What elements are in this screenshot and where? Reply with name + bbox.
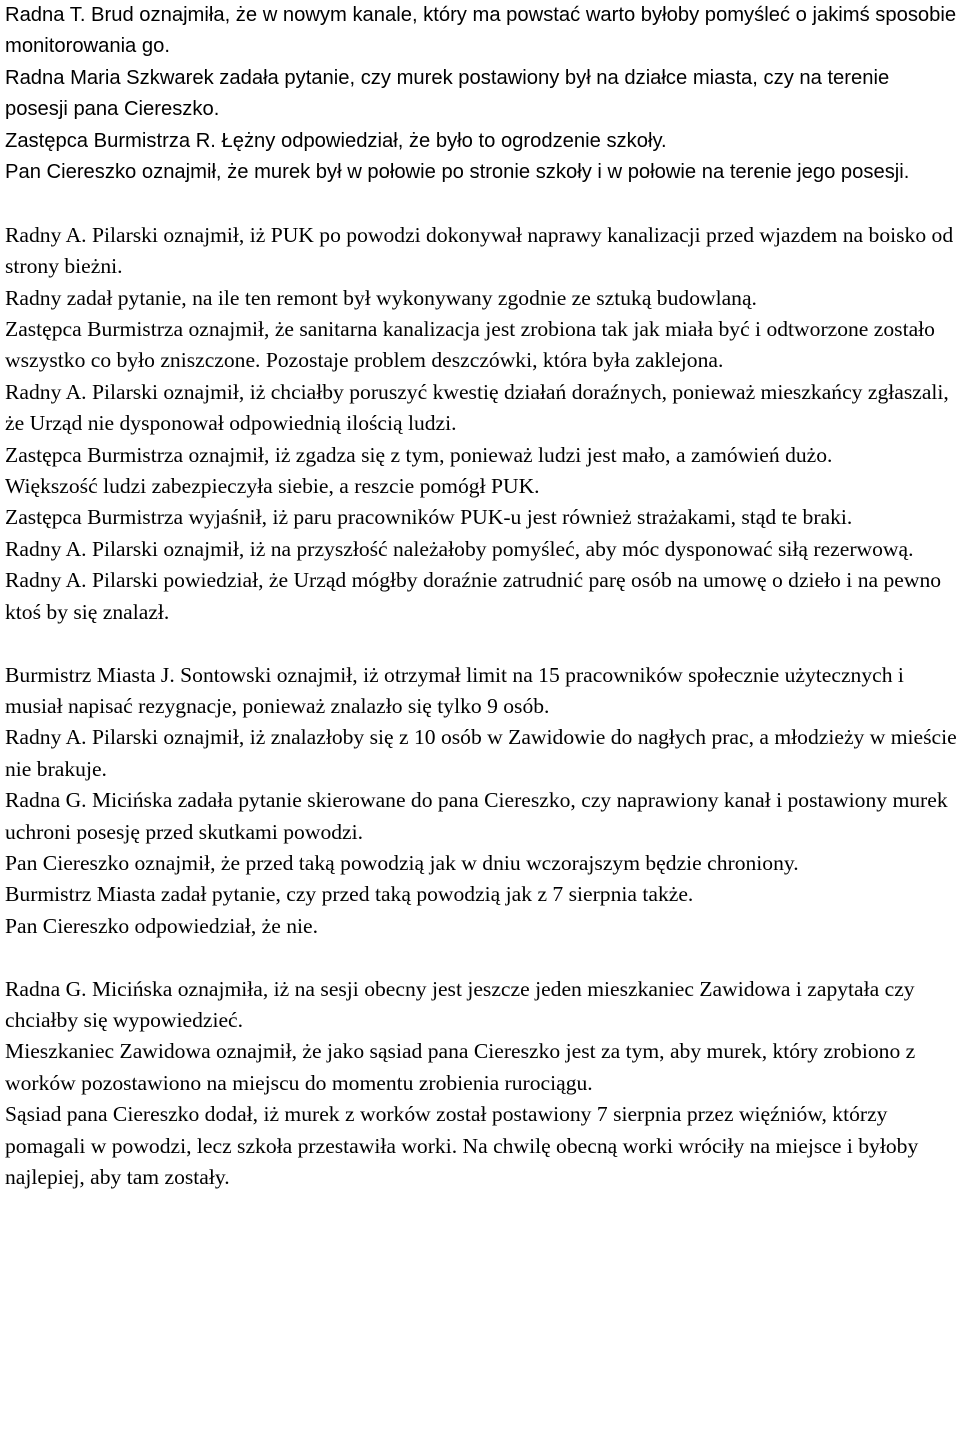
paragraph: Radna T. Brud oznajmiła, że w nowym kanale, który ma powstać warto byłoby pomyśleć o jakimś sposobie monitorowania go. bbox=[5, 4, 957, 58]
paragraph: Większość ludzi zabezpieczyła siebie, a reszcie pomógł PUK. bbox=[5, 474, 540, 499]
paragraph: Pan Ciereszko oznajmił, że murek był w połowie po stronie szkoły i w połowie na terenie jego posesji. bbox=[5, 161, 910, 184]
paragraph: Radna Maria Szkwarek zadała pytanie, czy murek postawiony był na działce miasta, czy na terenie posesji pana Ciereszko. bbox=[5, 66, 890, 121]
paragraph: Burmistrz Miasta zadał pytanie, czy przed taką powodzią jak z 7 sierpnia także. bbox=[5, 882, 694, 907]
paragraph: Radny A. Pilarski powiedział, że Urząd mógłby doraźnie zatrudnić parę osób na umowę o dzieło i na pewno ktoś by się znalazł. bbox=[5, 568, 942, 624]
paragraph: Radna G. Micińska zadała pytanie skierowane do pana Ciereszko, czy naprawiony kanał i postawiony murek uchroni posesję przed skutkami powodzi. bbox=[5, 788, 948, 844]
paragraph: Radny A. Pilarski oznajmił, iż PUK po powodzi dokonywał naprawy kanalizacji przed wjazdem na boisko od strony bieżni. bbox=[5, 222, 954, 279]
paragraph: Burmistrz Miasta J. Sontowski oznajmił, iż otrzymał limit na 15 pracowników społecznie użytecznych i musiał napisać rezygnacje, ponieważ znalazło się tylko 9 osób. bbox=[5, 662, 904, 718]
paragraph: Zastępca Burmistrza oznajmił, że sanitarna kanalizacja jest zrobiona tak jak miała być i odtworzone zostało wszystko co było zniszczone. Pozostaje problem deszczówki, która była zaklejona. bbox=[5, 317, 935, 373]
paragraph: Pan Ciereszko odpowiedział, że nie. bbox=[5, 913, 319, 938]
section-1 bbox=[5, 0, 957, 188]
paragraph: Radna G. Micińska oznajmiła, iż na sesji obecny jest jeszcze jeden mieszkaniec Zawidowa i zapytała czy chciałby się wypowiedzieć. bbox=[5, 976, 915, 1032]
section-2 bbox=[5, 220, 957, 628]
paragraph: Radny A. Pilarski oznajmił, iż znalazłoby się z 10 osób w Zawidowie do nagłych prac, a młodzieży w mieście nie brakuje. bbox=[5, 725, 957, 781]
paragraph-gap bbox=[5, 628, 957, 659]
section-3 bbox=[5, 660, 957, 943]
paragraph: Mieszkaniec Zawidowa oznajmił, że jako sąsiad pana Ciereszko jest za tym, aby murek, który zrobiono z worków pozostawiono na miejscu do momentu zrobienia rurociągu. bbox=[5, 1039, 916, 1095]
paragraph-gap bbox=[5, 188, 957, 219]
paragraph: Radny A. Pilarski oznajmił, iż na przyszłość należałoby pomyśleć, aby móc dysponować siłą rezerwową. bbox=[5, 536, 914, 561]
paragraph: Radny A. Pilarski oznajmił, iż chciałby poruszyć kwestię działań doraźnych, ponieważ mieszkańcy zgłaszali, że Urząd nie dysponował odpowiednią ilością ludzi. bbox=[5, 379, 949, 436]
paragraph: Zastępca Burmistrza wyjaśnił, iż paru pracowników PUK-u jest również strażakami, stąd te braki. bbox=[5, 505, 853, 530]
section-4 bbox=[5, 974, 957, 1194]
paragraph: Pan Ciereszko oznajmił, że przed taką powodzią jak w dniu wczorajszym będzie chroniony. bbox=[5, 850, 799, 875]
paragraph: Radny zadał pytanie, na ile ten remont był wykonywany zgodnie ze sztuką budowlaną. bbox=[5, 285, 757, 310]
document-page bbox=[5, 0, 957, 1193]
paragraph: Zastępca Burmistrza R. Łężny odpowiedział, że było to ogrodzenie szkoły. bbox=[5, 129, 667, 152]
paragraph-gap bbox=[5, 942, 957, 973]
paragraph: Zastępca Burmistrza oznajmił, iż zgadza się z tym, ponieważ ludzi jest mało, a zamówień dużo. bbox=[5, 442, 833, 467]
paragraph: Sąsiad pana Ciereszko dodał, iż murek z worków został postawiony 7 sierpnia przez więźniów, którzy pomagali w powodzi, lecz szkoła przestawiła worki. Na chwilę obecną worki wróciły na miejsce i byłoby najlepiej, aby tam zostały. bbox=[5, 1102, 919, 1189]
